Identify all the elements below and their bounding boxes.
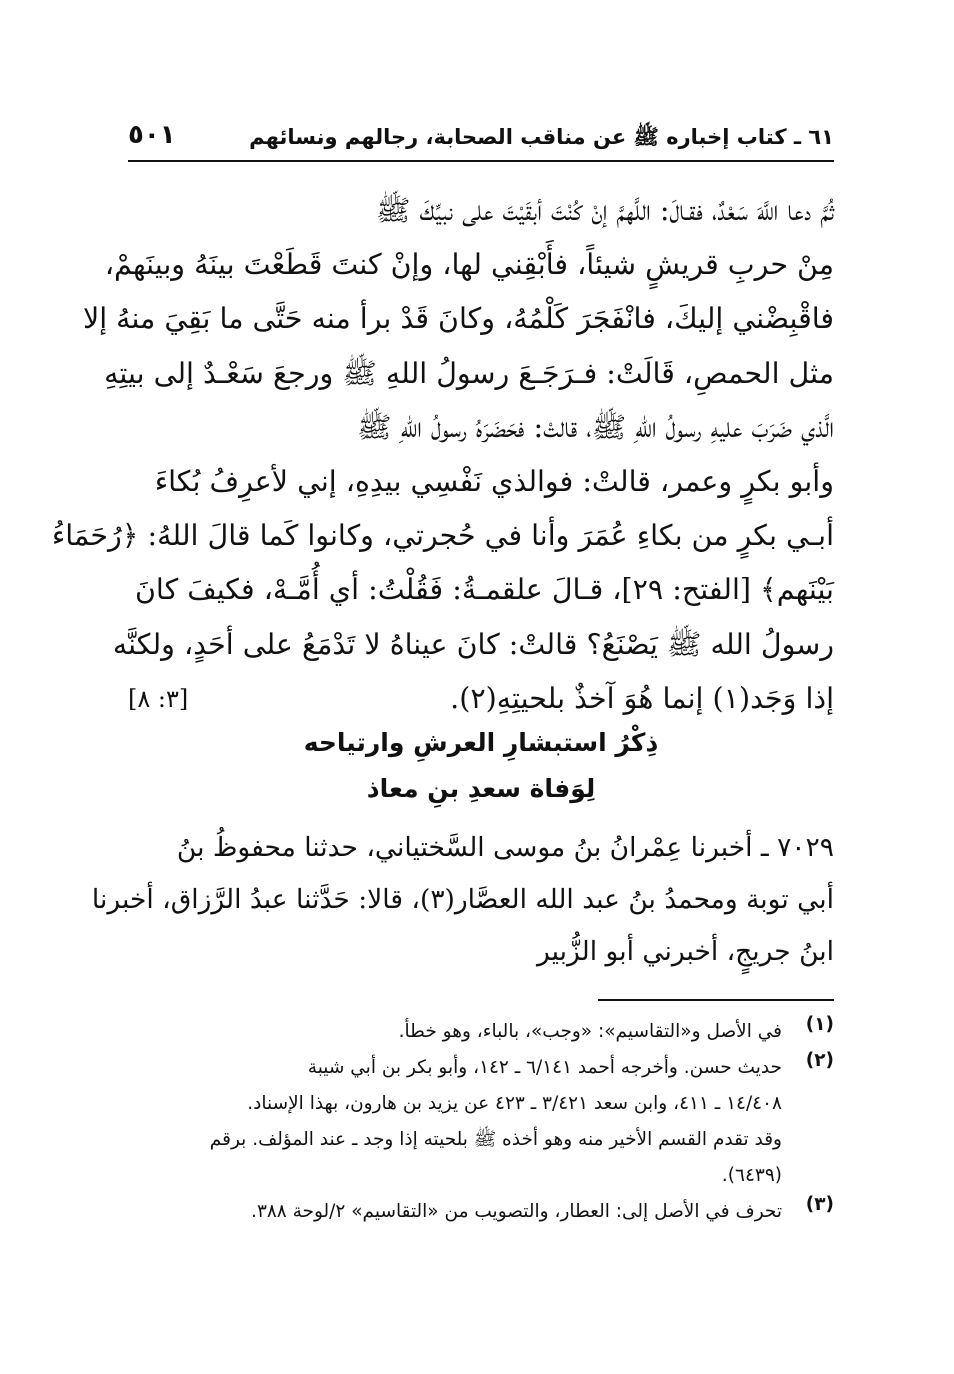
hadith-reference: [٣: ٨] xyxy=(128,684,189,713)
running-header xyxy=(128,118,834,158)
hadith-line: أبي توبة ومحمدُ بنُ عبد الله العصَّار(٣)، قالا: حَدَّثنا عبدُ الرَّزاق، أخبرنا xyxy=(91,884,834,915)
running-title: ٦١ ـ كتاب إخباره ﷺ عن مناقب الصحابة، رجالهم ونسائهم xyxy=(249,125,834,149)
text-line: الَّذي ضَرَبَ عليهِ رسولُ اللهِ ﷺ، قالتْ: فحَضَرَهُ رسولُ اللهِ ﷺ xyxy=(357,410,834,444)
hadith-line: ابنُ جريجٍ، أخبرني أبو الزُّبير xyxy=(537,936,834,967)
footnote-line: وقد تقدم القسم الأخير منه وهو أخذه ﷺ بلحيته إذا وجد ـ عند المؤلف. برقم xyxy=(209,1129,782,1150)
footnote-rule xyxy=(598,999,834,1001)
text-line: وأبو بكرٍ وعمر، قالتْ: فوالذي نَفْسِي بيدِهِ، إني لأعرِفُ بُكاءَ xyxy=(154,464,834,498)
footnote-line: (٦٤٣٩). xyxy=(721,1165,782,1186)
main-text xyxy=(51,184,834,726)
text-line-last xyxy=(128,672,834,726)
text-line: بَيْنَهم﴾ [الفتح: ٢٩]، قـالَ علقمـةُ: فَقُلْتُ: أي أُمَّـهْ، فكيفَ كانَ xyxy=(134,573,834,607)
last-line-text: إذا وَجَد(١) إنما هُوَ آخذٌ بلحيتِهِ(٢). xyxy=(450,681,834,715)
footnote-line: حديث حسن. وأخرجه أحمد ٦/١٤١ ـ ١٤٢، وأبو بكر بن أبي شيبة xyxy=(307,1057,782,1078)
text-line: أبـي بكرٍ من بكاءِ عُمَرَ وأنا في حُجرتي، وكانوا كَما قالَ اللهُ: ﴿رُحَمَاءُ xyxy=(51,519,834,553)
section-heading-line-1: ذِكْرُ استبشارِ العرشِ وارتياحه xyxy=(303,728,659,757)
footnote xyxy=(128,1194,834,1230)
footnote xyxy=(128,1014,834,1050)
text-line: مِنْ حربِ قريشٍ شيئاً، فأَبْقِني لها، وإنْ كنتَ قَطَعْتَ بينَهُ وبينَهمْ، xyxy=(104,248,834,282)
page-number: ٥٠١ xyxy=(128,120,176,150)
text-line: ثُمَّ دعا اللَّهَ سَعْدٌ، فقـالَ: اللَّهمَّ إنْ كُنْتَ أبقَيْتَ على نبيِّكَ ﷺ xyxy=(375,194,834,227)
footnote-line: تحرف في الأصل إلى: العطار، والتصويب من «التقاسيم» ٢/لوحة ٣٨٨. xyxy=(251,1201,782,1222)
footnote-marker: (٣) xyxy=(805,1194,834,1215)
footnotes xyxy=(128,1014,834,1230)
text-line: رسولُ الله ﷺ يَصْنَعُ؟ قالتْ: كانَ عيناهُ لا تَدْمَعُ على أحَدٍ، ولكنَّه xyxy=(112,627,834,661)
section-heading-line-2: لِوَفاة سعدِ بنِ معاذ xyxy=(366,774,596,803)
text-line: فاقْبِضْني إليكَ، فانْفَجَرَ كَلْمُهُ، وكانَ قَدْ برأ منه حَتَّى ما بَقِيَ منهُ إلا xyxy=(82,302,834,336)
hadith-isnad xyxy=(91,822,834,978)
hadith-line: ٧٠٢٩ ـ أخبرنا عِمْرانُ بنُ موسى السَّختياني، حدثنا محفوظُ بنُ xyxy=(176,832,834,863)
footnote-line: في الأصل و«التقاسيم»: «وجب»، بالباء، وهو خطأ. xyxy=(398,1021,782,1042)
footnote-marker: (١) xyxy=(805,1014,834,1035)
footnote xyxy=(128,1050,834,1194)
header-rule xyxy=(128,160,834,162)
footnote-marker: (٢) xyxy=(805,1050,834,1071)
footnote-line: ١٤/٤٠٨ ـ ٤١١، وابن سعد ٣/٤٢١ ـ ٤٢٣ عن يزيد بن هارون، بهذا الإسناد. xyxy=(247,1093,782,1114)
text-line: مثل الحمصِ، قَالَتْ: فـرَجَـعَ رسولُ اللهِ ﷺ ورجعَ سَعْـدٌ إلى بيتِهِ xyxy=(104,356,834,390)
